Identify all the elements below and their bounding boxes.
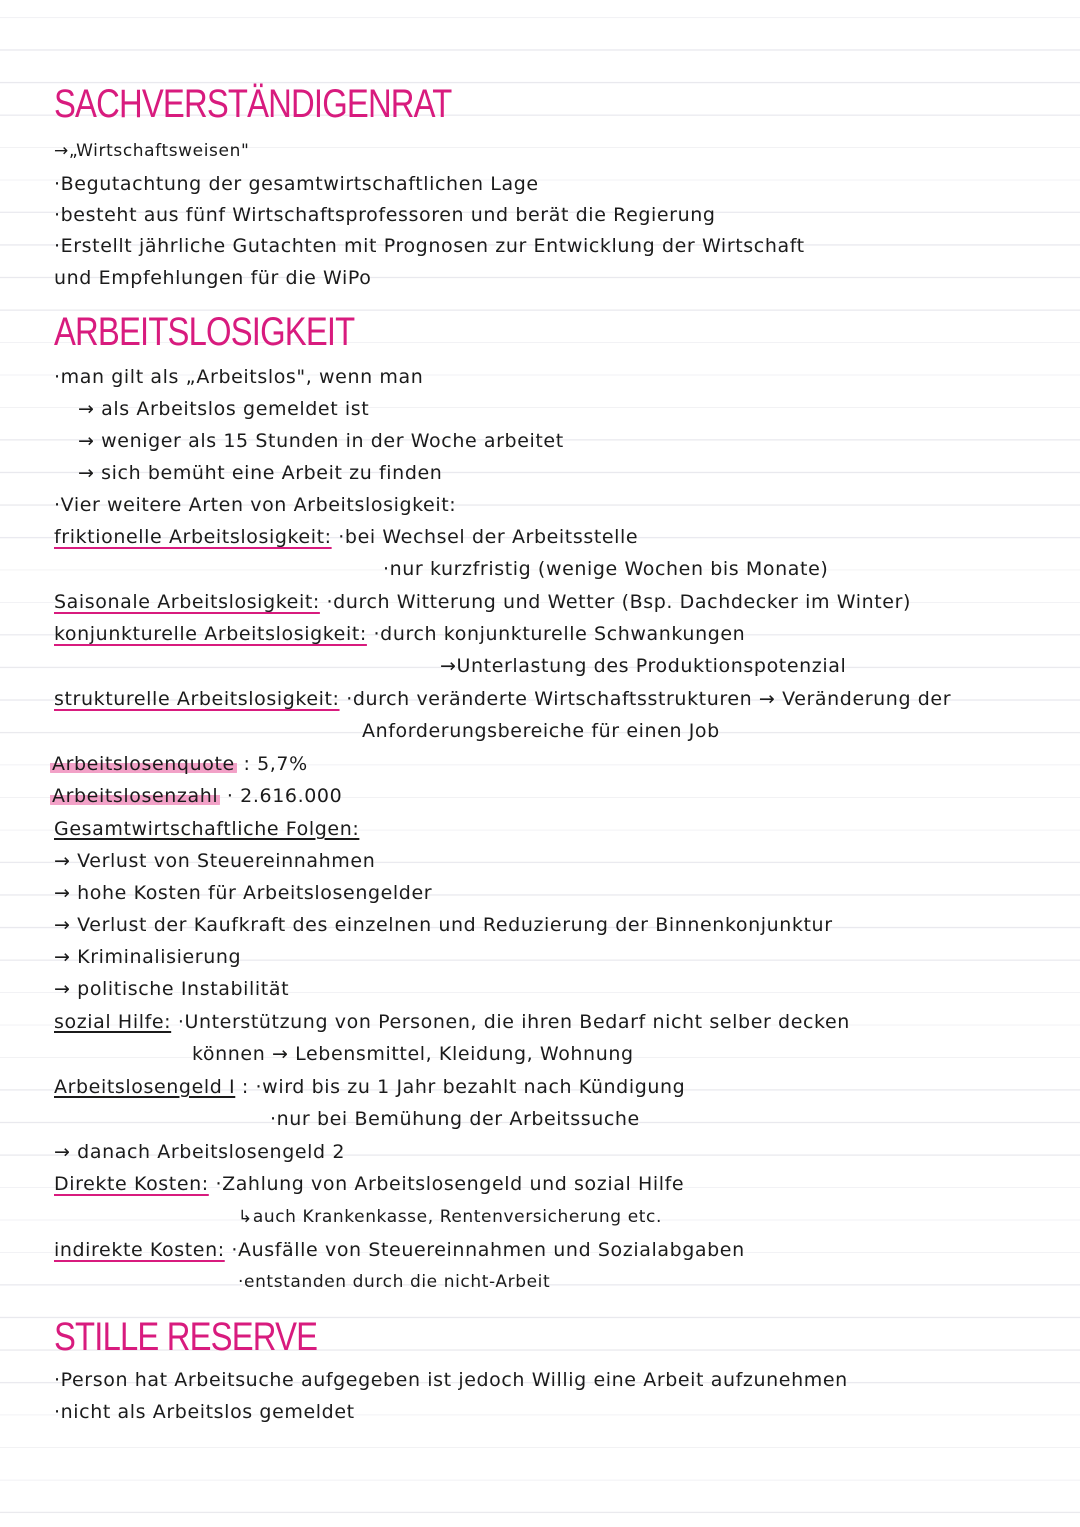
konjunkturelle-text-2: →Unterlastung des Produktionspotenzial bbox=[440, 655, 847, 677]
saisonale-row bbox=[54, 590, 911, 614]
alg-text: : ·wird bis zu 1 Jahr bezahlt nach Kündigung bbox=[241, 1076, 686, 1098]
konjunkturelle-label: konjunkturelle Arbeitslosigkeit: bbox=[54, 623, 367, 645]
text-line: und Empfehlungen für die WiPo bbox=[54, 267, 372, 289]
folgen-item: → Verlust von Steuereinnahmen bbox=[54, 850, 376, 872]
text-line: ·Vier weitere Arten von Arbeitslosigkeit: bbox=[54, 494, 457, 516]
folgen-title: Gesamtwirtschaftliche Folgen: bbox=[54, 818, 360, 840]
sozialhilfe-label: sozial Hilfe: bbox=[54, 1011, 172, 1033]
alg2-line: → danach Arbeitslosengeld 2 bbox=[54, 1141, 346, 1163]
indirekte-kosten-label: indirekte Kosten: bbox=[54, 1239, 225, 1261]
quote-value: : 5,7% bbox=[243, 753, 308, 775]
friktionelle-row bbox=[54, 525, 638, 549]
konjunkturelle-text: ·durch konjunkturelle Schwankungen bbox=[373, 623, 746, 645]
heading-sachverstaendigenrat: SACHVERSTÄNDIGENRAT bbox=[54, 82, 452, 126]
list-item: → als Arbeitslos gemeldet ist bbox=[78, 398, 370, 420]
friktionelle-text-2: ·nur kurzfristig (wenige Wochen bis Monate) bbox=[383, 558, 829, 580]
alg-label: Arbeitslosengeld I bbox=[54, 1076, 236, 1098]
text-line: ·Erstellt jährliche Gutachten mit Prognosen zur Entwicklung der Wirtschaft bbox=[54, 235, 805, 257]
text-line: ·besteht aus fünf Wirtschaftsprofessoren und berät die Regierung bbox=[54, 204, 716, 226]
text-line: →„Wirtschaftsweisen" bbox=[54, 141, 250, 161]
folgen-item: → Verlust der Kaufkraft des einzelnen und Reduzierung der Binnenkonjunktur bbox=[54, 914, 833, 936]
indirekte-kosten-row bbox=[54, 1238, 745, 1262]
sozialhilfe-text: ·Unterstützung von Personen, die ihren Bedarf nicht selber decken bbox=[177, 1011, 850, 1033]
strukturelle-label: strukturelle Arbeitslosigkeit: bbox=[54, 688, 340, 710]
direkte-kosten-row bbox=[54, 1172, 684, 1196]
folgen-item: → politische Instabilität bbox=[54, 978, 290, 1000]
zahl-row bbox=[50, 784, 342, 808]
sozialhilfe-row bbox=[54, 1010, 850, 1034]
list-item: → weniger als 15 Stunden in der Woche arbeitet bbox=[78, 430, 564, 452]
folgen-item: → Kriminalisierung bbox=[54, 946, 242, 968]
friktionelle-text: ·bei Wechsel der Arbeitsstelle bbox=[338, 526, 639, 548]
folgen-item: → hohe Kosten für Arbeitslosengelder bbox=[54, 882, 433, 904]
heading-stille-reserve: STILLE RESERVE bbox=[54, 1315, 318, 1359]
zahl-label: Arbeitslosenzahl bbox=[52, 785, 219, 807]
alg-row bbox=[54, 1075, 685, 1099]
list-item: → sich bemüht eine Arbeit zu finden bbox=[78, 462, 443, 484]
quote-label: Arbeitslosenquote bbox=[52, 753, 235, 775]
strukturelle-row bbox=[54, 687, 951, 711]
saisonale-text: ·durch Witterung und Wetter (Bsp. Dachdecker im Winter) bbox=[326, 591, 911, 613]
indirekte-kosten-text-2: ·entstanden durch die nicht-Arbeit bbox=[238, 1272, 551, 1292]
text-line: ·Begutachtung der gesamtwirtschaftlichen Lage bbox=[54, 173, 539, 195]
direkte-kosten-label: Direkte Kosten: bbox=[54, 1173, 209, 1195]
strukturelle-text: ·durch veränderte Wirtschaftsstrukturen → Veränderung der bbox=[346, 688, 952, 710]
direkte-kosten-text-2: ↳auch Krankenkasse, Rentenversicherung etc. bbox=[238, 1207, 662, 1227]
text-line: ·man gilt als „Arbeitslos", wenn man bbox=[54, 366, 424, 388]
text-line: ·Person hat Arbeitsuche aufgegeben ist jedoch Willig eine Arbeit aufzunehmen bbox=[54, 1369, 848, 1391]
friktionelle-label: friktionelle Arbeitslosigkeit: bbox=[54, 526, 332, 548]
quote-row bbox=[50, 752, 308, 776]
alg-text-2: ·nur bei Bemühung der Arbeitssuche bbox=[270, 1108, 640, 1130]
konjunkturelle-row bbox=[54, 622, 745, 646]
heading-arbeitslosigkeit: ARBEITSLOSIGKEIT bbox=[54, 310, 355, 354]
text-line: ·nicht als Arbeitslos gemeldet bbox=[54, 1401, 355, 1423]
zahl-value: · 2.616.000 bbox=[226, 785, 343, 807]
indirekte-kosten-text: ·Ausfälle von Steuereinnahmen und Sozialabgaben bbox=[231, 1239, 745, 1261]
strukturelle-text-2: Anforderungsbereiche für einen Job bbox=[362, 720, 720, 742]
sozialhilfe-text-2: können → Lebensmittel, Kleidung, Wohnung bbox=[192, 1043, 634, 1065]
direkte-kosten-text: ·Zahlung von Arbeitslosengeld und sozial Hilfe bbox=[215, 1173, 685, 1195]
saisonale-label: Saisonale Arbeitslosigkeit: bbox=[54, 591, 320, 613]
